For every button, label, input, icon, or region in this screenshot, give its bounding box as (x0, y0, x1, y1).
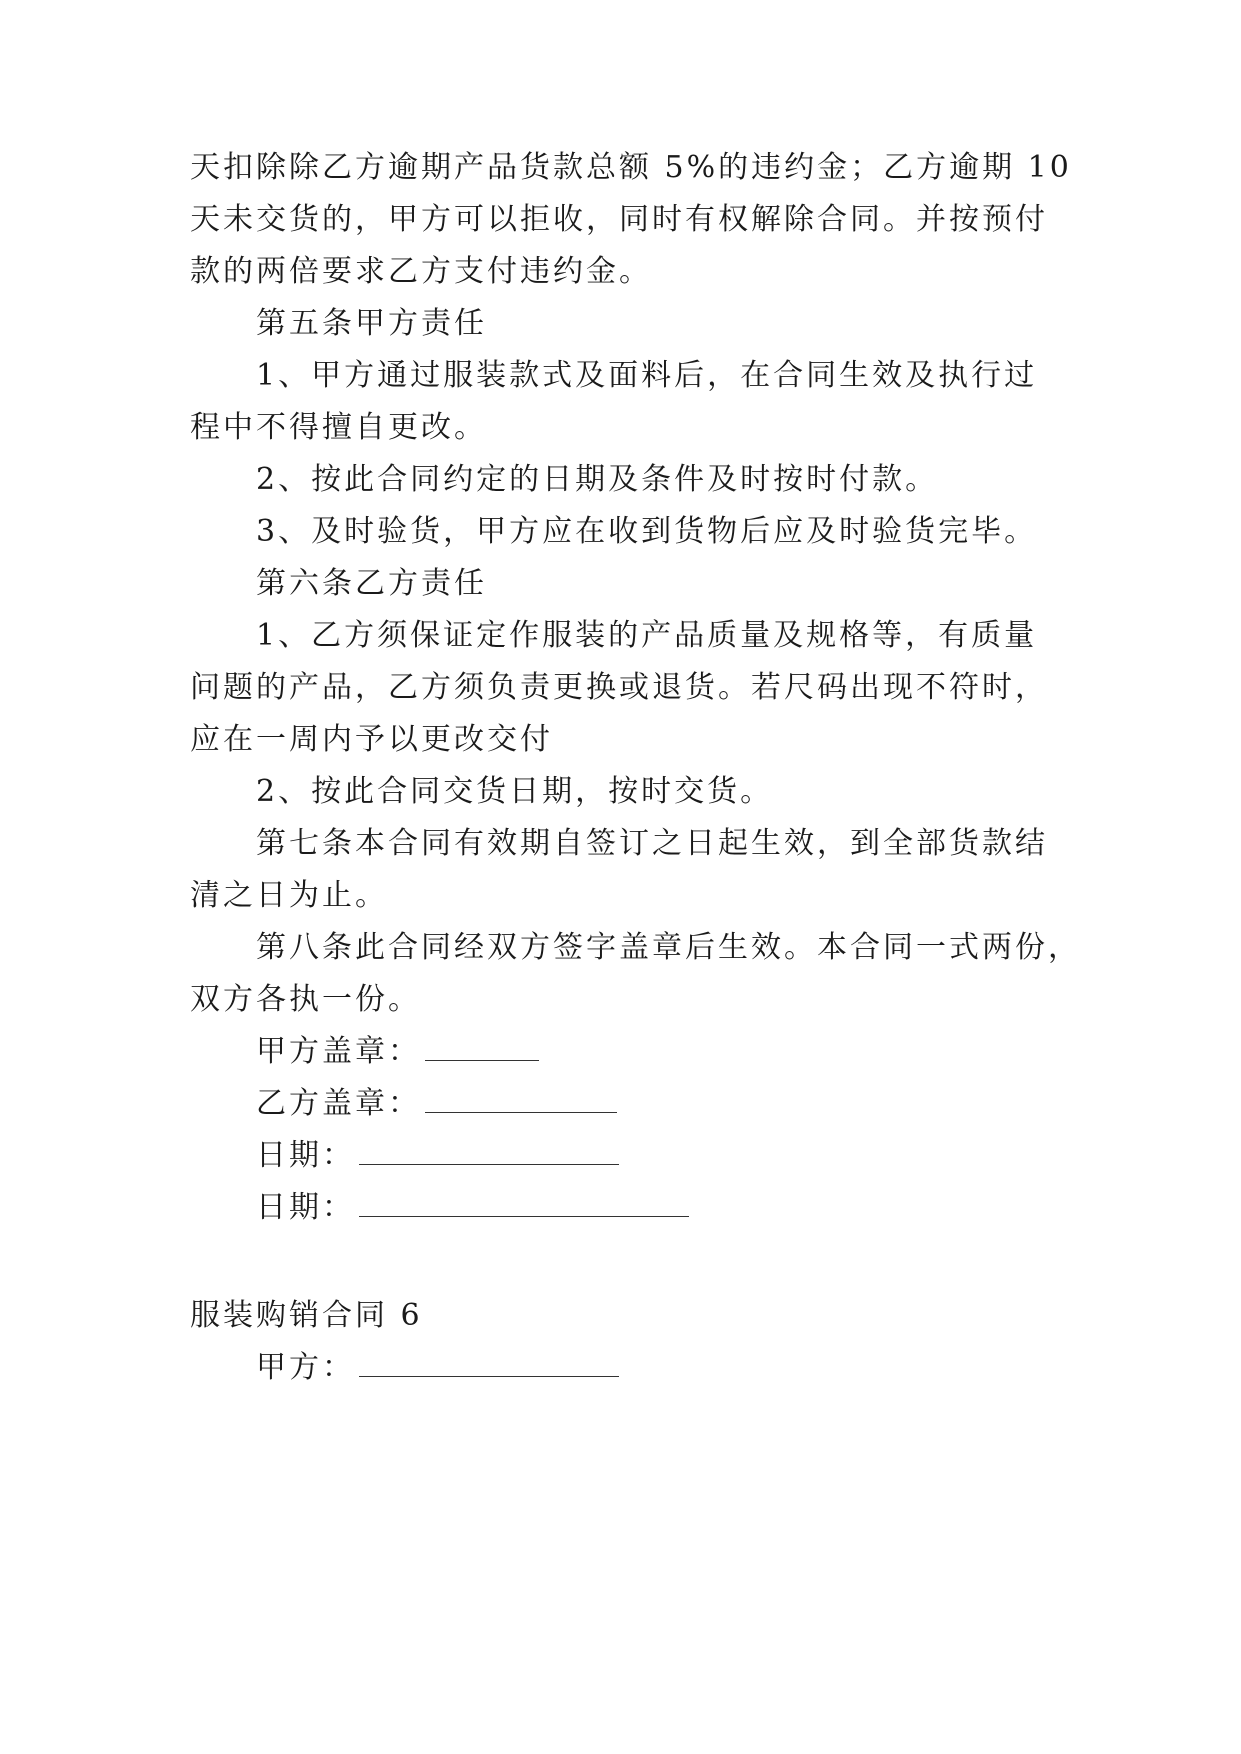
text-line: 第八条此合同经双方签字盖章后生效。本合同一式两份， (256, 930, 1081, 965)
text-line: 2、按此合同约定的日期及条件及时按时付款。 (256, 462, 939, 497)
party-b-seal-line (256, 1084, 1136, 1124)
date-label: 日期： (256, 1138, 355, 1173)
text-line: 2、按此合同交货日期，按时交货。 (256, 774, 774, 809)
party-a-seal-label: 甲方盖章： (256, 1034, 421, 1069)
section-heading: 第六条乙方责任 (256, 566, 487, 601)
text-line: 天未交货的，甲方可以拒收，同时有权解除合同。并按预付 (190, 202, 1048, 237)
contract-title: 服装购销合同 6 (190, 1298, 423, 1333)
party-a-line (256, 1348, 1136, 1388)
text-line: 1、乙方须保证定作服装的产品质量及规格等，有质量 (256, 618, 1038, 653)
party-b-seal-blank[interactable] (425, 1084, 617, 1113)
date-blank[interactable] (359, 1136, 619, 1165)
date-line-2 (256, 1188, 1136, 1228)
text-line: 问题的产品，乙方须负责更换或退货。若尺码出现不符时， (190, 670, 1048, 705)
text-line: 清之日为止。 (190, 878, 388, 913)
text-line: 3、及时验货，甲方应在收到货物后应及时验货完毕。 (256, 514, 1038, 549)
party-a-blank[interactable] (359, 1348, 619, 1377)
text-line: 1、甲方通过服装款式及面料后，在合同生效及执行过 (256, 358, 1038, 393)
party-a-seal-line (256, 1032, 1136, 1072)
section-heading: 第五条甲方责任 (256, 306, 487, 341)
text-line: 款的两倍要求乙方支付违约金。 (190, 254, 652, 289)
text-line: 天扣除除乙方逾期产品货款总额 5%的违约金；乙方逾期 10 (190, 150, 1072, 185)
party-a-label: 甲方： (256, 1350, 355, 1385)
text-line: 双方各执一份。 (190, 982, 421, 1017)
date-label: 日期： (256, 1190, 355, 1225)
party-b-seal-label: 乙方盖章： (256, 1086, 421, 1121)
text-line: 应在一周内予以更改交付 (190, 722, 553, 757)
date-blank[interactable] (359, 1188, 689, 1217)
text-line: 程中不得擅自更改。 (190, 410, 487, 445)
text-line: 第七条本合同有效期自签订之日起生效，到全部货款结 (256, 826, 1048, 861)
date-line-1 (256, 1136, 1136, 1176)
party-a-seal-blank[interactable] (425, 1032, 539, 1061)
